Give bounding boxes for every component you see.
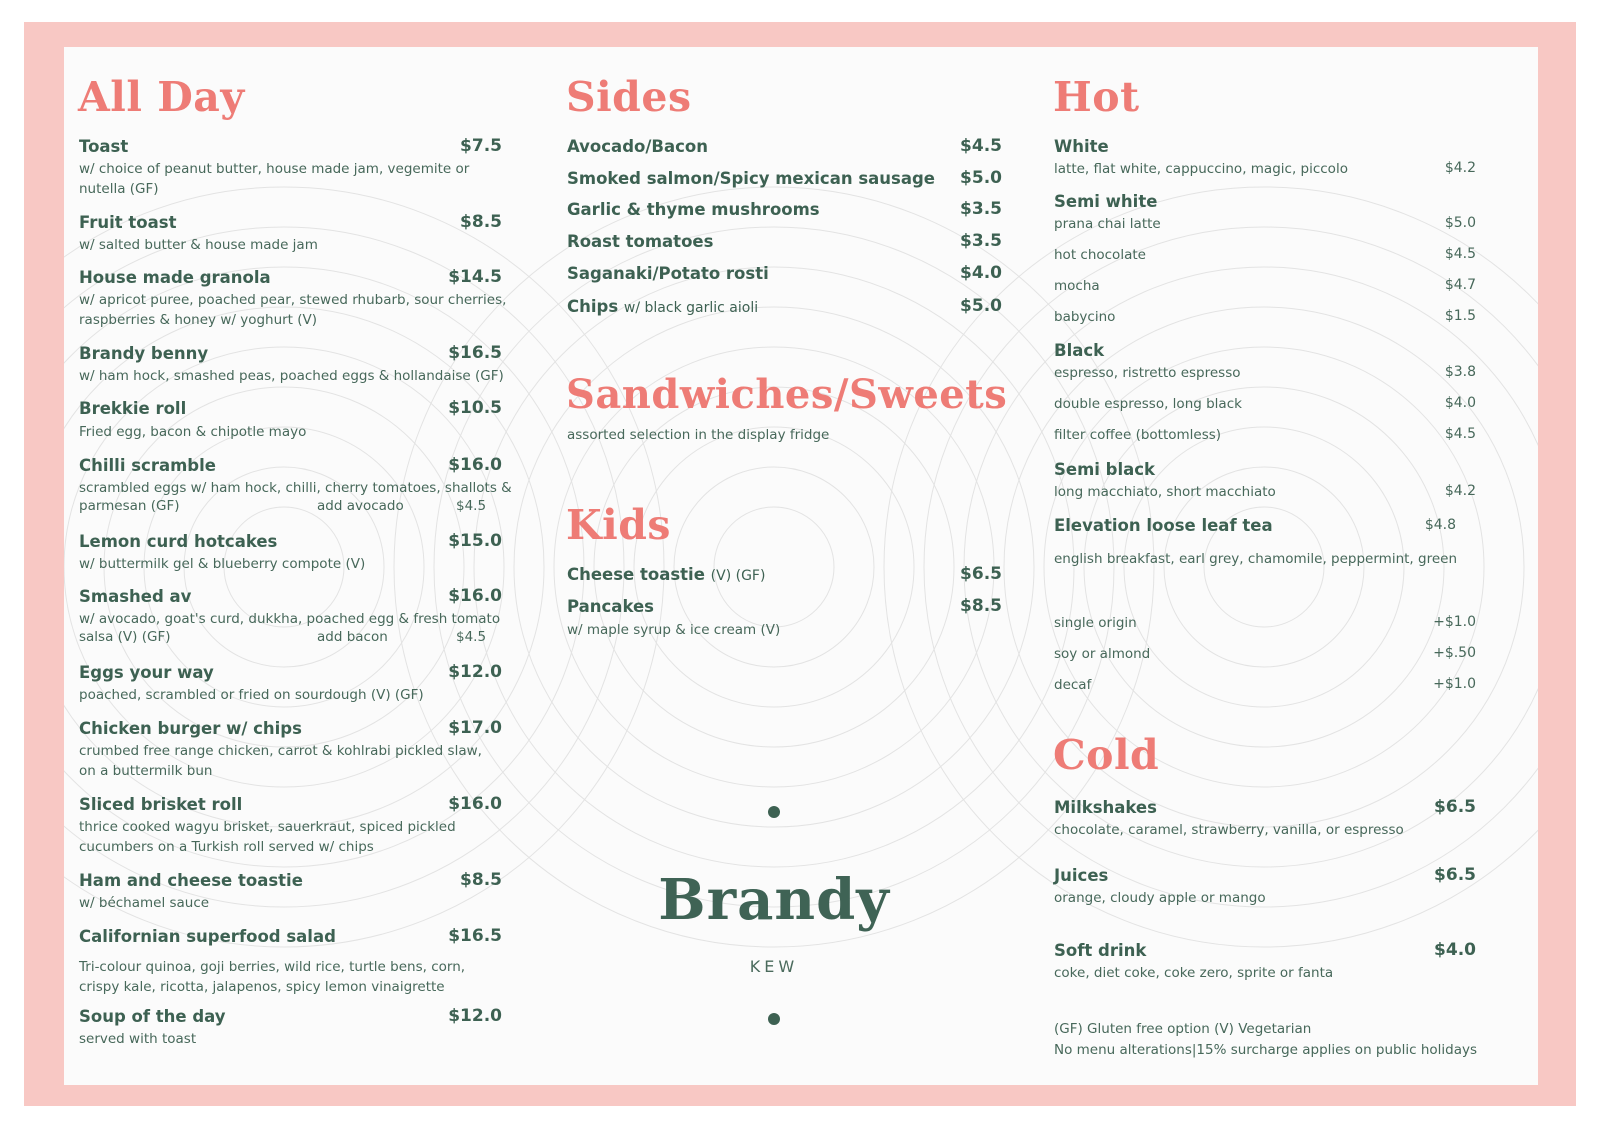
black-title: Black <box>1054 341 1105 360</box>
item-price: $3.5 <box>960 199 1002 219</box>
item-name <box>567 565 765 584</box>
item-desc: w/ avocado, goat's curd, dukkha, poached egg & fresh tomato <box>79 611 501 627</box>
extra-price: +$.50 <box>1433 645 1476 661</box>
item-name: Saganaki/Potato rosti <box>567 264 769 283</box>
item-price: $16.5 <box>448 343 502 363</box>
item-desc: crumbed free range chicken, carrot & kohlrabi pickled slaw, on a buttermilk bun <box>79 743 482 779</box>
item-extra-price: $4.5 <box>456 498 487 514</box>
item-name: Eggs your way <box>79 663 214 682</box>
item-price: $12.0 <box>448 1006 502 1026</box>
drink-name: prana chai latte <box>1054 216 1161 232</box>
kids-heading: Kids <box>566 501 671 549</box>
item-price: $14.5 <box>448 267 502 287</box>
item-price: $8.5 <box>960 596 1002 616</box>
item-name: Avocado/Bacon <box>567 137 708 156</box>
item-name: Smashed av <box>79 587 192 606</box>
item-name: Californian superfood salad <box>79 927 336 946</box>
sides-heading: Sides <box>566 73 692 121</box>
menu-paper <box>64 47 1538 1085</box>
item-price: $15.0 <box>448 531 502 551</box>
extra-name: single origin <box>1054 615 1137 631</box>
drink-price: $4.5 <box>1444 246 1476 262</box>
item-price: $17.0 <box>448 718 502 738</box>
item-desc: Fried egg, bacon & chipotle mayo <box>79 424 307 440</box>
item-price: $16.0 <box>448 455 502 475</box>
item-name: Soup of the day <box>79 1007 226 1026</box>
item-desc: orange, cloudy apple or mango <box>1054 890 1266 906</box>
divider-dot <box>768 1013 780 1025</box>
drink-name: filter coffee (bottomless) <box>1054 427 1222 443</box>
item-price: $5.0 <box>960 296 1002 316</box>
item-price: $8.5 <box>460 870 502 890</box>
item-desc: scrambled eggs w/ ham hock, chilli, cherry tomatoes, shallots & <box>79 480 512 496</box>
item-desc: thrice cooked wagyu brisket, sauerkraut, spiced pickled cucumbers on a Turkish roll served w/ chips <box>79 819 456 855</box>
cold-heading: Cold <box>1053 731 1160 779</box>
tea-title: Elevation loose leaf tea <box>1054 516 1273 535</box>
item-price: $8.5 <box>460 212 502 232</box>
item-extra-price: $4.5 <box>456 629 487 645</box>
brand-logo: Brandy <box>658 867 890 933</box>
item-name: Soft drink <box>1054 941 1147 960</box>
item-name: Chicken burger w/ chips <box>79 719 302 738</box>
item-name: Garlic & thyme mushrooms <box>567 200 820 219</box>
semi-white-title: Semi white <box>1054 192 1158 211</box>
extra-name: soy or almond <box>1054 646 1151 662</box>
drink-name: babycino <box>1054 309 1116 325</box>
item-extra: add avocado <box>317 498 404 514</box>
footer-notice: No menu alterations|15% surcharge applies on public holidays <box>1054 1042 1478 1058</box>
drink-price: $5.0 <box>1444 215 1476 231</box>
item-desc: w/ buttermilk gel & blueberry compote (V) <box>79 556 366 572</box>
item-price: $10.5 <box>448 398 502 418</box>
item-desc: w/ béchamel sauce <box>79 895 210 911</box>
item-name-note: (V) (GF) <box>710 568 766 584</box>
item-desc-line2: salsa (V) (GF) <box>79 629 171 645</box>
item-name: House made granola <box>79 268 271 287</box>
item-desc: w/ ham hock, smashed peas, poached eggs & hollandaise (GF) <box>79 368 504 384</box>
item-name: Chilli scramble <box>79 456 216 475</box>
drink-name: mocha <box>1054 278 1100 294</box>
drink-name: double espresso, long black <box>1054 396 1242 412</box>
item-price: $16.0 <box>448 586 502 606</box>
drink-name: hot chocolate <box>1054 247 1146 263</box>
tea-desc: english breakfast, earl grey, chamomile, peppermint, green <box>1054 551 1457 567</box>
item-price: $16.5 <box>448 926 502 946</box>
drink-price: $4.7 <box>1444 277 1476 293</box>
item-name: Brekkie roll <box>79 399 187 418</box>
item-price: $4.0 <box>960 263 1002 283</box>
divider-dot <box>768 806 780 818</box>
item-desc: poached, scrambled or fried on sourdough (V) (GF) <box>79 687 424 703</box>
item-desc: served with toast <box>79 1031 197 1047</box>
item-desc: w/ maple syrup & ice cream (V) <box>567 622 781 638</box>
item-name: Sliced brisket roll <box>79 795 243 814</box>
drink-price: $1.5 <box>1444 308 1476 324</box>
item-desc: Tri-colour quinoa, goji berries, wild rice, turtle bens, corn, crispy kale, ricotta, jalapenos, spicy lemon vinaigrette <box>79 959 466 995</box>
extra-price: +$1.0 <box>1433 676 1476 692</box>
semi-black-desc: long macchiato, short macchiato <box>1054 484 1276 500</box>
item-name: Smoked salmon/Spicy mexican sausage <box>567 169 935 188</box>
all-day-heading: All Day <box>78 73 245 121</box>
item-desc: coke, diet coke, coke zero, sprite or fanta <box>1054 965 1334 981</box>
extra-price: +$1.0 <box>1433 614 1476 630</box>
item-desc-line2: parmesan (GF) <box>79 498 180 514</box>
item-price: $3.5 <box>960 231 1002 251</box>
item-name: Roast tomatoes <box>567 232 714 251</box>
item-name: Juices <box>1054 866 1109 885</box>
item-name-note: w/ black garlic aioli <box>623 300 759 316</box>
item-name: Pancakes <box>567 597 654 616</box>
item-name: Fruit toast <box>79 213 177 232</box>
item-desc: w/ salted butter & house made jam <box>79 237 318 253</box>
brand-location: KEW <box>749 957 799 976</box>
hot-heading: Hot <box>1053 73 1140 121</box>
drink-price: $4.5 <box>1444 426 1476 442</box>
drink-price: $4.0 <box>1444 395 1476 411</box>
sandwiches-desc: assorted selection in the display fridge <box>567 427 830 443</box>
item-price: $6.5 <box>1434 865 1476 885</box>
footer-legend: (GF) Gluten free option (V) Vegetarian <box>1054 1021 1312 1037</box>
white-title: White <box>1054 137 1109 156</box>
item-extra: add bacon <box>317 629 388 645</box>
drink-price: $3.8 <box>1444 364 1476 380</box>
item-price: $7.5 <box>460 136 502 156</box>
item-desc: w/ choice of peanut butter, house made jam, vegemite or nutella (GF) <box>79 161 470 197</box>
item-desc: w/ apricot puree, poached pear, stewed rhubarb, sour cherries, raspberries & honey w/ yoghurt (V) <box>79 292 507 328</box>
item-name: Milkshakes <box>1054 798 1157 817</box>
item-name: Lemon curd hotcakes <box>79 532 278 551</box>
white-desc: latte, flat white, cappuccino, magic, piccolo <box>1054 161 1348 177</box>
item-price: $6.5 <box>960 564 1002 584</box>
item-price: $4.0 <box>1434 940 1476 960</box>
item-price: $6.5 <box>1434 797 1476 817</box>
item-price: $4.5 <box>960 136 1002 156</box>
item-name-main: Cheese toastie <box>567 565 705 584</box>
item-price: $5.0 <box>960 168 1002 188</box>
drink-name: espresso, ristretto espresso <box>1054 365 1241 381</box>
semi-black-price: $4.2 <box>1444 483 1476 499</box>
semi-black-title: Semi black <box>1054 460 1156 479</box>
item-price: $12.0 <box>448 662 502 682</box>
item-name: Toast <box>79 137 129 156</box>
sandwiches-heading: Sandwiches/Sweets <box>566 371 1008 418</box>
item-name-main: Chips <box>567 297 619 316</box>
item-name <box>567 297 758 316</box>
item-price: $16.0 <box>448 794 502 814</box>
extra-name: decaf <box>1054 677 1092 693</box>
item-name: Brandy benny <box>79 344 209 363</box>
item-name: Ham and cheese toastie <box>79 871 303 890</box>
white-price: $4.2 <box>1444 160 1476 176</box>
item-desc: chocolate, caramel, strawberry, vanilla, or espresso <box>1054 822 1404 838</box>
tea-price: $4.8 <box>1424 517 1456 533</box>
